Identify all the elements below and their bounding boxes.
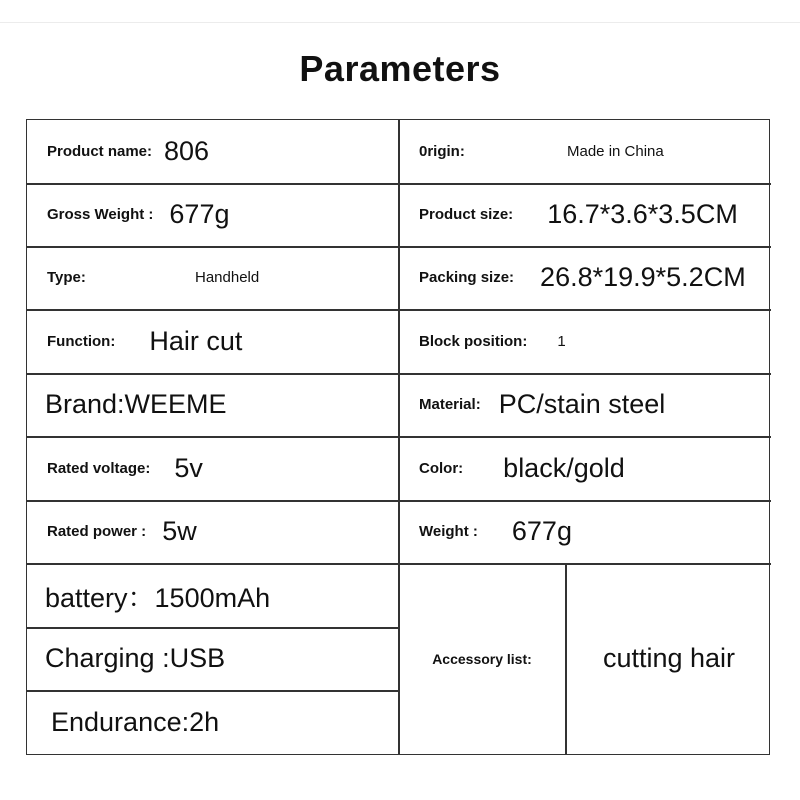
material-value: PC/stain steel	[498, 389, 666, 419]
top-divider	[0, 22, 800, 23]
rated-voltage-value: 5v	[174, 452, 203, 483]
accessory-label: Accessory list:	[432, 650, 532, 667]
type-value: Handheld	[195, 269, 260, 286]
accessory-label-cell	[399, 563, 565, 754]
rated-voltage-label: Rated voltage:	[47, 459, 151, 477]
brand-cell	[45, 373, 227, 436]
material-cell	[419, 373, 665, 436]
block-position-value: 1	[557, 332, 566, 350]
rated-power-cell	[47, 500, 197, 563]
rated-power-value: 5w	[162, 516, 197, 546]
page-title: Parameters	[299, 48, 501, 89]
function-label: Function:	[47, 332, 116, 350]
block-position-cell	[419, 309, 566, 373]
weight-cell	[419, 500, 572, 563]
product-name-cell	[47, 120, 209, 183]
type-label: Type:	[47, 269, 86, 286]
weight-label: Weight :	[419, 523, 478, 540]
gross-weight-cell	[47, 183, 229, 246]
parameters-table	[26, 119, 770, 755]
material-label: Material:	[419, 396, 481, 413]
charging-cell	[45, 627, 225, 690]
endurance-text: Endurance:2h	[51, 706, 220, 737]
brand-text: Brand:WEEME	[45, 389, 227, 419]
battery-cell	[45, 563, 270, 627]
charging-text: Charging :USB	[45, 643, 226, 673]
color-cell	[419, 436, 625, 500]
product-name-label: Product name:	[47, 143, 153, 160]
gross-weight-label: Gross Weight :	[47, 206, 154, 223]
function-cell	[47, 309, 242, 373]
gross-weight-value: 677g	[169, 199, 230, 229]
function-value: Hair cut	[149, 325, 243, 356]
color-label: Color:	[419, 459, 464, 477]
rated-voltage-cell	[47, 436, 203, 500]
battery-text: battery：1500mAh	[45, 582, 271, 613]
weight-value: 677g	[511, 516, 572, 546]
type-cell	[47, 246, 86, 309]
block-position-label: Block position:	[419, 332, 528, 350]
origin-cell	[419, 120, 465, 183]
product-size-value: 16.7*3.6*3.5CM	[547, 199, 738, 229]
accessory-value: cutting hair	[602, 643, 736, 673]
product-size-cell	[419, 183, 738, 246]
origin-label: 0rigin:	[419, 143, 465, 160]
packing-size-cell	[419, 246, 746, 309]
accessory-value-cell	[567, 563, 771, 754]
rated-power-label: Rated power :	[47, 523, 147, 540]
origin-value-cell	[567, 120, 664, 183]
product-size-label: Product size:	[419, 206, 514, 223]
origin-value: Made in China	[567, 143, 664, 160]
product-name-value: 806	[164, 136, 210, 166]
type-value-cell	[195, 246, 259, 309]
packing-size-value: 26.8*19.9*5.2CM	[540, 262, 746, 292]
color-value: black/gold	[503, 452, 625, 483]
packing-size-label: Packing size:	[419, 269, 515, 286]
endurance-cell	[51, 690, 219, 754]
